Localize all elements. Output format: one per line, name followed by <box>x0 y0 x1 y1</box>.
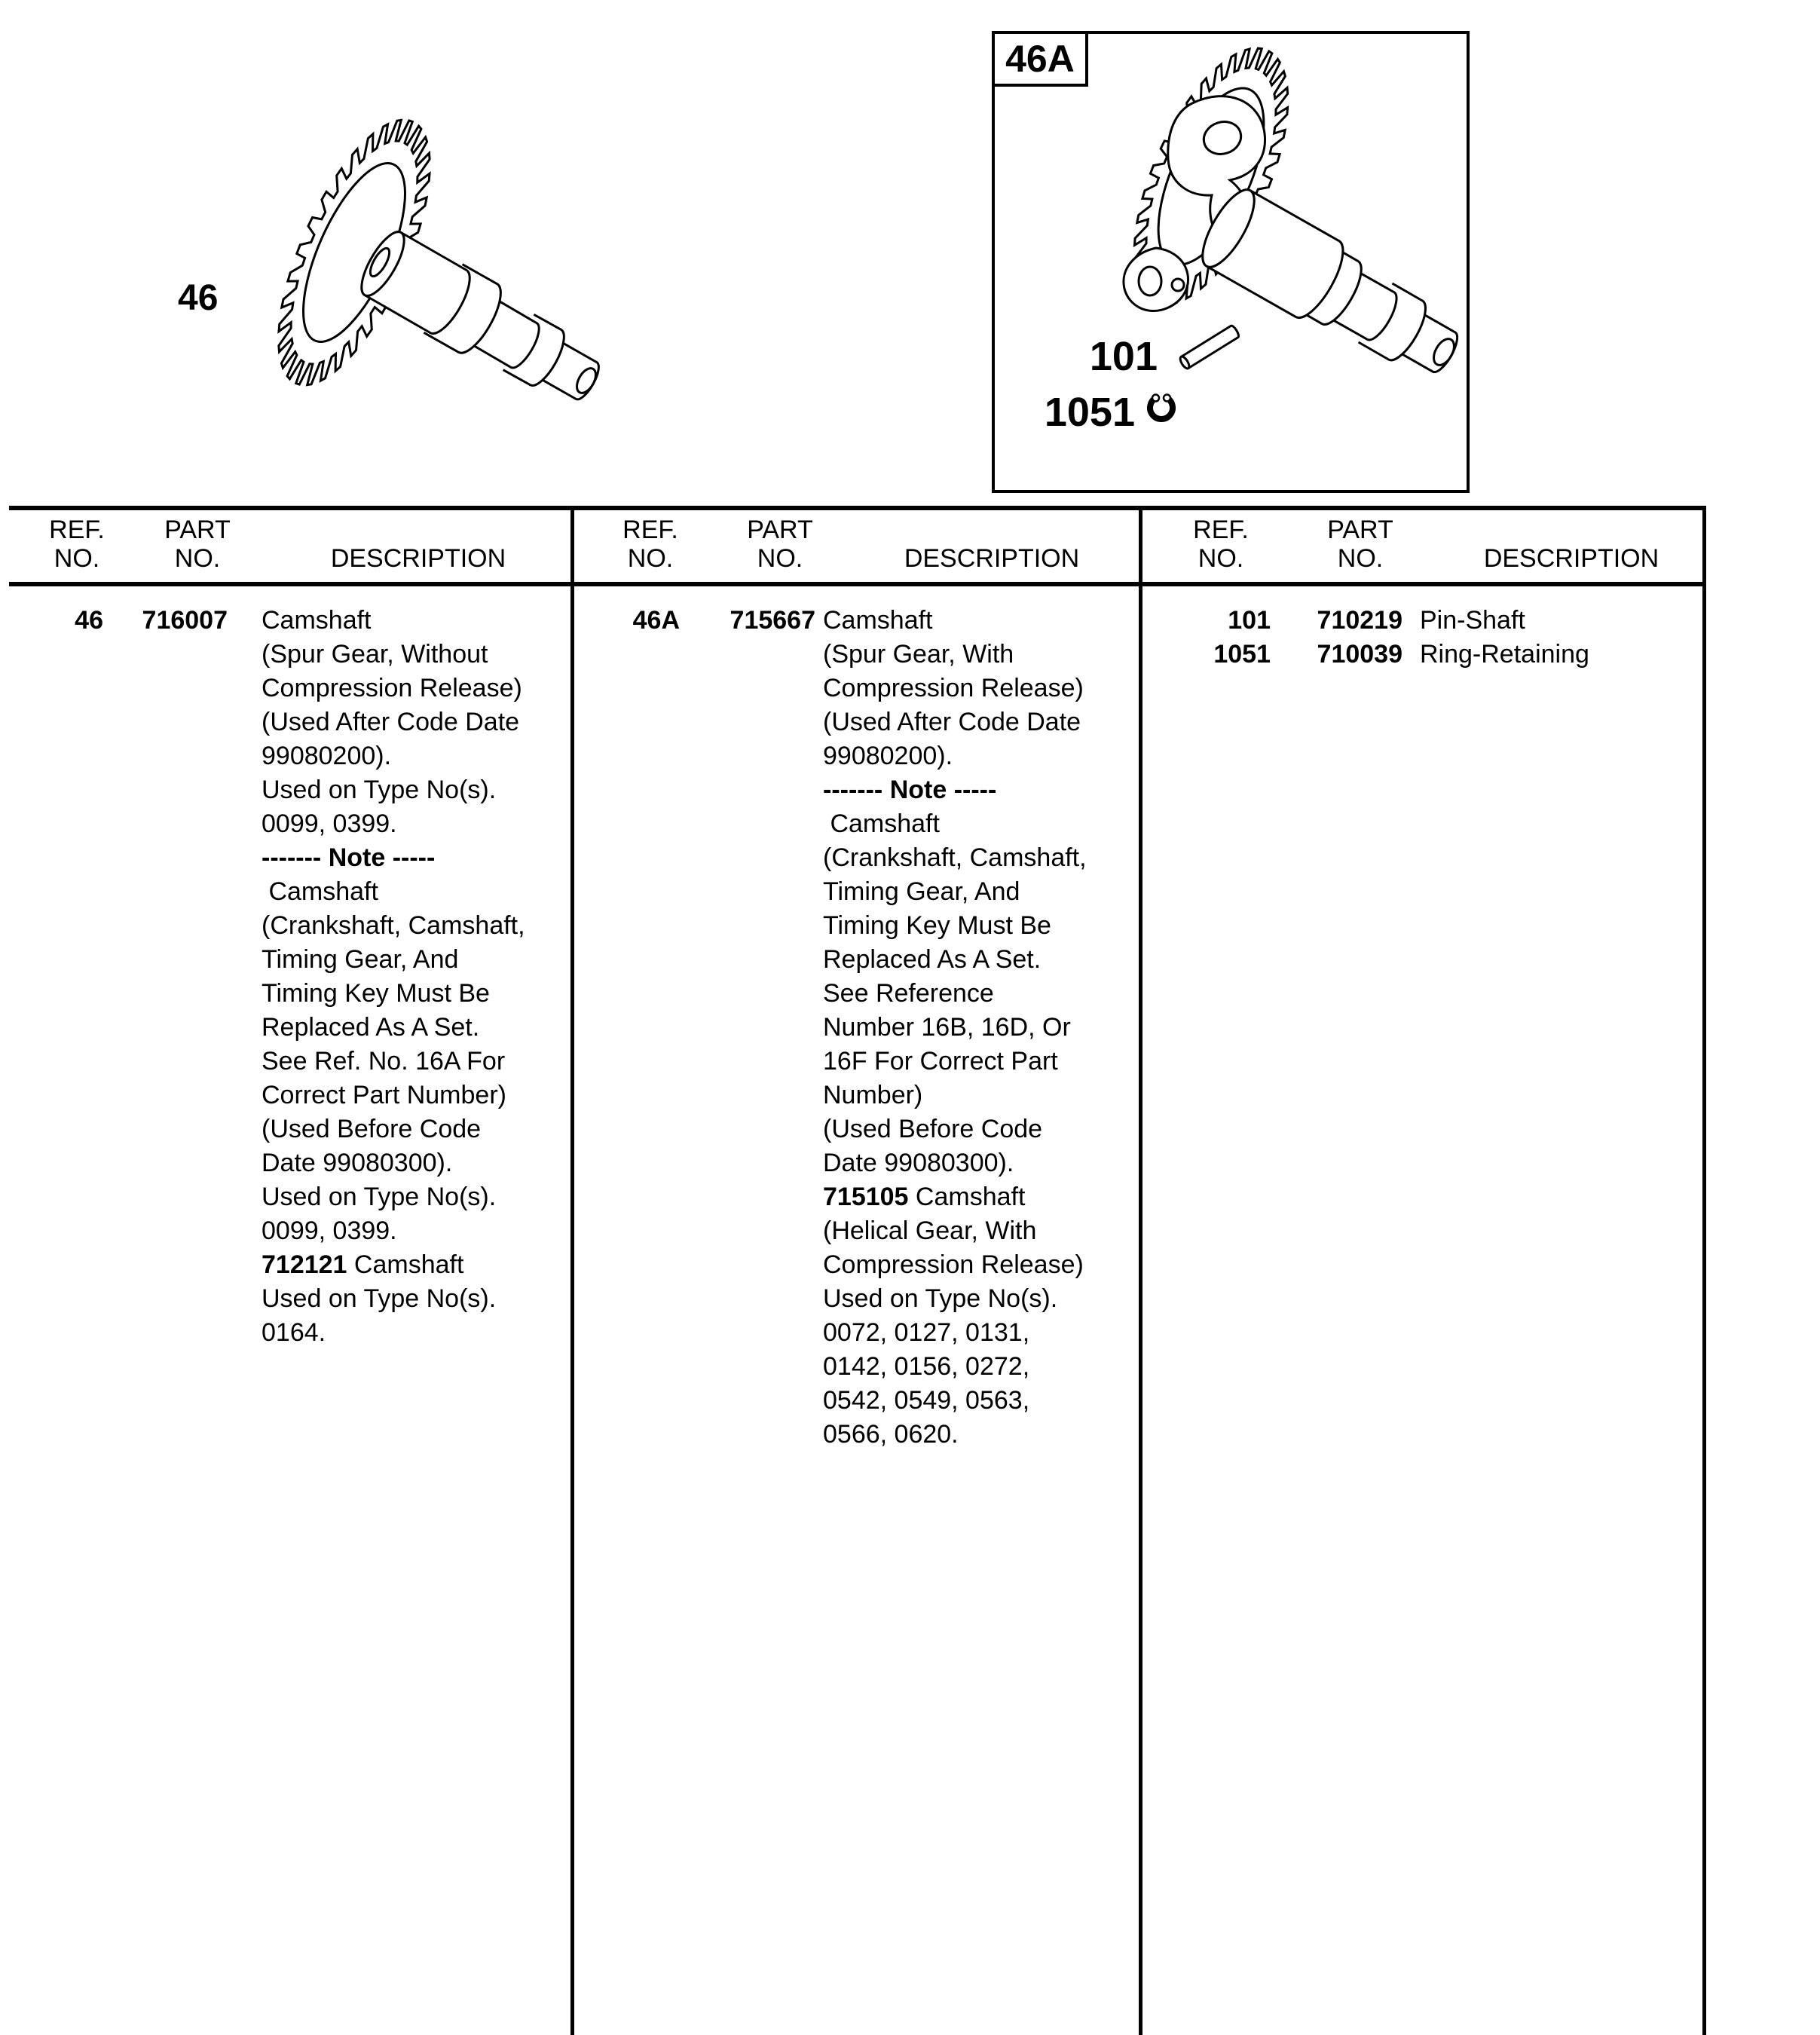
description-line: 0142, 0156, 0272, <box>823 1352 1030 1381</box>
description-line: (Spur Gear, Without <box>262 640 488 669</box>
description-line: Number 16B, 16D, Or <box>823 1013 1071 1042</box>
description-line: Replaced As A Set. <box>823 945 1042 974</box>
description-line: (Used After Code Date <box>823 708 1081 736</box>
description-line: Used on Type No(s). <box>262 776 497 804</box>
description-line: (Used After Code Date <box>262 708 520 736</box>
header-ref-line1: REF. <box>1193 516 1249 544</box>
description-line: (Used Before Code <box>262 1115 482 1143</box>
header-ref-no <box>605 516 696 573</box>
description-line: Timing Gear, And <box>262 945 459 974</box>
description-line: ------- Note ----- <box>823 776 997 804</box>
description-line: Compression Release) <box>262 674 522 702</box>
description-line: Used on Type No(s). <box>262 1183 497 1211</box>
description-line: Timing Key Must Be <box>262 979 490 1008</box>
description-line: 0099, 0399. <box>262 809 397 838</box>
header-description: DESCRIPTION <box>904 544 1080 573</box>
description-line: See Ref. No. 16A For <box>262 1047 506 1076</box>
description-line: 0542, 0549, 0563, <box>823 1386 1030 1415</box>
header-ref-line2: NO. <box>1198 544 1244 573</box>
description-line: Date 99080300). <box>823 1149 1014 1177</box>
table-divider-1 <box>570 506 574 2035</box>
ref-no-cell: 46 <box>75 606 103 635</box>
description-line: Camshaft <box>262 877 378 906</box>
description-line: Camshaft <box>823 606 933 635</box>
part-no-cell: 710219 <box>1317 606 1402 635</box>
description-line: (Crankshaft, Camshaft, <box>262 911 525 940</box>
description-line: 99080200). <box>823 742 953 770</box>
description-line: Timing Gear, And <box>823 877 1020 906</box>
description-line: Number) <box>823 1081 923 1109</box>
header-part-line1: PART <box>747 516 813 544</box>
description-line: Camshaft <box>262 606 372 635</box>
description-line: 0164. <box>262 1318 326 1347</box>
description-line: (Helical Gear, With <box>823 1216 1037 1245</box>
description-cell: Ring-Retaining <box>1420 640 1589 669</box>
description-line: Compression Release) <box>823 674 1084 702</box>
description-line: 715105 Camshaft <box>823 1183 1026 1211</box>
header-part-no <box>1311 516 1409 573</box>
description-line: 0099, 0399. <box>262 1216 397 1245</box>
header-part-line2: NO. <box>1337 544 1384 573</box>
table-row <box>1142 604 1702 638</box>
table-right-border <box>1702 506 1706 2035</box>
description-line: (Crankshaft, Camshaft, <box>823 843 1087 872</box>
ring-ref-label: 1051 <box>1044 390 1135 435</box>
header-ref-line1: REF. <box>49 516 105 544</box>
part-no-cell: 710039 <box>1317 640 1402 669</box>
description-line: 16F For Correct Part <box>823 1047 1058 1076</box>
header-ref-line2: NO. <box>54 544 100 573</box>
description-line: Date 99080300). <box>262 1149 453 1177</box>
description-line: (Spur Gear, With <box>823 640 1014 669</box>
description-line: See Reference <box>823 979 994 1008</box>
description-line: Compression Release) <box>823 1250 1084 1279</box>
figure-46a-label-text: 46A <box>1005 38 1075 80</box>
table-group-3 <box>1142 0 1702 2035</box>
description-line: 712121 Camshaft <box>262 1250 464 1279</box>
description-cell <box>823 604 1132 1452</box>
parts-rows <box>1142 604 1702 672</box>
figure-46-label: 46 <box>178 278 219 318</box>
description-line: Timing Key Must Be <box>823 911 1051 940</box>
header-part-line1: PART <box>1327 516 1393 544</box>
header-part-line2: NO. <box>174 544 221 573</box>
table-group-2 <box>577 0 1139 2035</box>
description-line: Replaced As A Set. <box>262 1013 480 1042</box>
description-line: 0072, 0127, 0131, <box>823 1318 1030 1347</box>
header-part-no <box>148 516 246 573</box>
description-cell <box>262 604 570 1350</box>
header-description: DESCRIPTION <box>1483 544 1659 573</box>
part-no-cell: 715667 <box>730 606 815 635</box>
description-line: Used on Type No(s). <box>262 1284 497 1313</box>
header-ref-no <box>32 516 122 573</box>
ref-no-cell: 1051 <box>1213 640 1271 669</box>
description-line: Used on Type No(s). <box>823 1284 1058 1313</box>
header-part-line1: PART <box>164 516 231 544</box>
description-line: Correct Part Number) <box>262 1081 506 1109</box>
header-part-no <box>731 516 829 573</box>
ref-no-cell: 46A <box>632 606 680 635</box>
part-no-cell: 716007 <box>142 606 228 635</box>
description-line: (Used Before Code <box>823 1115 1043 1143</box>
header-ref-line2: NO. <box>627 544 674 573</box>
description-line: ------- Note ----- <box>262 843 436 872</box>
header-ref-line1: REF. <box>622 516 678 544</box>
table-group-1 <box>9 0 570 2035</box>
description-line: 0566, 0620. <box>823 1420 959 1449</box>
header-part-line2: NO. <box>757 544 803 573</box>
header-description: DESCRIPTION <box>330 544 506 573</box>
header-ref-no <box>1176 516 1266 573</box>
table-row <box>1142 638 1702 672</box>
description-line: Camshaft <box>823 809 940 838</box>
description-cell: Pin-Shaft <box>1420 606 1525 635</box>
pin-ref-label: 101 <box>1089 334 1158 379</box>
ref-no-cell: 101 <box>1228 606 1271 635</box>
description-line: 99080200). <box>262 742 392 770</box>
